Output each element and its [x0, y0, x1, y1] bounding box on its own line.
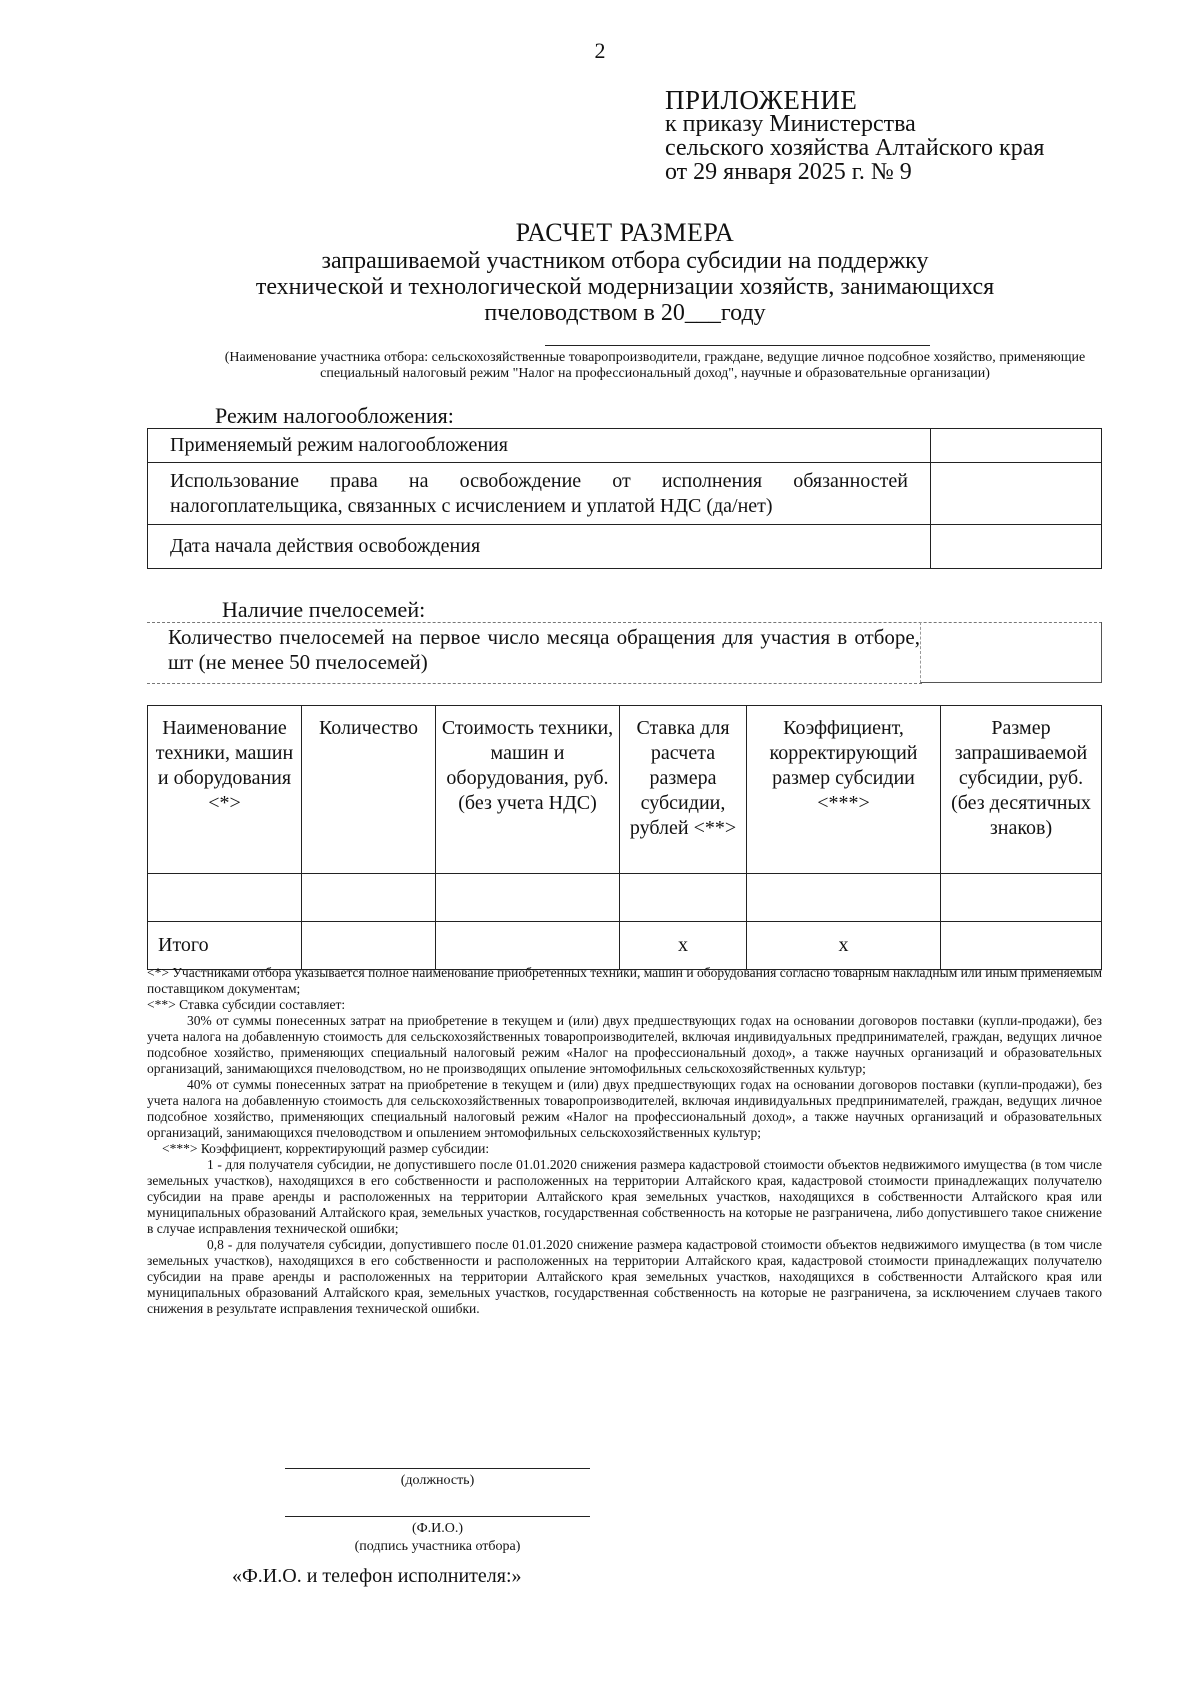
bee-bottom-line: [147, 683, 922, 684]
page-number: 2: [594, 38, 606, 63]
bee-count-value[interactable]: [920, 622, 1102, 683]
table-row: [148, 874, 1102, 922]
header-cost: Стоимость техники, машин и оборудования, руб. (без учета НДС): [436, 706, 620, 874]
table-cell[interactable]: [302, 922, 436, 970]
tax-row-value[interactable]: [931, 525, 1102, 569]
header-equipment-name: Наименование техники, машин и оборудования <*>: [148, 706, 302, 874]
appendix-line-3: от 29 января 2025 г. № 9: [665, 159, 912, 185]
position-caption: (должность): [400, 1473, 475, 1488]
header-rate: Ставка для расчета размера субсидии, рублей <**>: [620, 706, 747, 874]
bee-count-text: Количество пчелосемей на первое число месяца обращения для участия в отборе, шт (не менее 50 пчелосемей): [168, 625, 920, 674]
table-cell[interactable]: [747, 874, 941, 922]
header-quantity: Количество: [302, 706, 436, 874]
footnote-2-title: <**> Ставка субсидии составляет:: [147, 997, 346, 1012]
tax-row-value[interactable]: [931, 429, 1102, 463]
table-cell[interactable]: [620, 874, 747, 922]
tax-row-value[interactable]: [931, 463, 1102, 525]
footnote-3-paragraph: 0,8 - для получателя субсидии, допустившего после 01.01.2020 снижение размера кадастровой стоимости объектов недвижимого имущества (в том числе земельных участков), находящихся в его собственности и расположенных на территории Алтайского края, кадастровой стоимости принадлежащих получателю субсидии на праве аренды и расположенных на территории Алтайского края земельных участков, находящихся в собственности Алтайского края или муниципальных образований Алтайского края, земельных участков, государственная собственность на которые не разграничена, за исключением случаев такого снижения в результате исправления технической ошибки.: [147, 1237, 1102, 1316]
name-caption: (Ф.И.О.): [411, 1521, 464, 1536]
tax-section-label: Режим налогообложения:: [215, 403, 454, 428]
participant-name-line: [545, 345, 930, 346]
name-signature-line: [285, 1516, 590, 1517]
executor-label: «Ф.И.О. и телефон исполнителя:»: [232, 1565, 522, 1587]
total-row: [148, 922, 1102, 970]
appendix-line-2: сельского хозяйства Алтайского края: [665, 135, 1045, 161]
position-signature-line: [285, 1468, 590, 1469]
x-mark: х: [747, 922, 941, 970]
participant-note: (Наименование участника отбора: сельскохозяйственные товаропроизводители, граждане, ведущие личное подсобное хозяйство, применяющие специальный налоговый режим "Налог на профессиональный доход", научные и образовательные организации): [224, 350, 1086, 381]
appendix-line-1: к приказу Министерства: [665, 111, 916, 137]
total-label: Итого: [148, 922, 302, 970]
appendix-title: ПРИЛОЖЕНИЕ: [665, 85, 858, 115]
footnote-1: <*> Участниками отбора указывается полное наименование приобретенных техники, машин и оборудования согласно товарным накладным или иным применяемым поставщиком документам;: [147, 965, 1102, 996]
bee-section-label: Наличие пчелосемей:: [222, 597, 426, 622]
footnote-2-paragraph: 40% от суммы понесенных затрат на приобретение в текущем и (или) двух предшествующих годах на основании договоров поставки (купли-продажи), без учета налога на добавленную стоимость для сельскохозяйственных товаропроизводителей, включая индивидуальных предпринимателей, граждан, ведущих личное подсобное хозяйство, применяющих специальный налоговый режим «Налог на профессиональный доход», а также научных организаций и образовательных организаций, занимающихся пчеловодством и опылением энтомофильных сельскохозяйственных культур;: [147, 1077, 1102, 1140]
table-cell[interactable]: [436, 874, 620, 922]
tax-regime-table: [147, 428, 1102, 569]
tax-row-label: Дата начала действия освобождения: [148, 525, 931, 569]
document-title: [150, 218, 1100, 326]
signature-caption: (подпись участника отбора): [354, 1539, 521, 1554]
appendix-block: [665, 85, 1045, 185]
document-title-line-1: запрашиваемой участником отбора субсидии на поддержку: [321, 248, 929, 274]
table-cell[interactable]: [941, 922, 1102, 970]
x-mark: х: [620, 922, 747, 970]
equipment-table: [147, 705, 1102, 970]
table-cell[interactable]: [941, 874, 1102, 922]
table-cell[interactable]: [436, 922, 620, 970]
document-heading: РАСЧЕТ РАЗМЕРА: [515, 218, 735, 247]
footnote-2-paragraph: 30% от суммы понесенных затрат на приобретение в текущем и (или) двух предшествующих годах на основании договоров поставки (купли-продажи), без учета налога на добавленную стоимость для сельскохозяйственных товаропроизводителей, включая индивидуальных предпринимателей, граждан, ведущих личное подсобное хозяйство, применяющих специальный налоговый режим «Налог на профессиональный доход», а также научных организаций и образовательных организаций, занимающихся пчеловодством, но не производящих опыление энтомофильных сельскохозяйственных культур;: [147, 1013, 1102, 1076]
document-title-line-2: технической и технологической модернизации хозяйств, занимающихся: [255, 274, 995, 300]
footnotes: [147, 965, 1102, 1317]
header-subsidy-amount: Размер запрашиваемой субсидии, руб. (без десятичных знаков): [941, 706, 1102, 874]
tax-row-label: Применяемый режим налогообложения: [148, 429, 931, 463]
document-title-line-3: пчеловодством в 20___году: [484, 300, 766, 326]
table-cell[interactable]: [148, 874, 302, 922]
tax-row-label: Использование права на освобождение от исполнения обязанностей налогоплательщика, связанных с исчислением и уплатой НДС (да/нет): [148, 463, 931, 525]
header-coefficient: Коэффициент, корректирующий размер субсидии <***>: [747, 706, 941, 874]
table-cell[interactable]: [302, 874, 436, 922]
footnote-3-title: <***> Коэффициент, корректирующий размер субсидии:: [162, 1141, 490, 1156]
footnote-3-paragraph: 1 - для получателя субсидии, не допустившего после 01.01.2020 снижения размера кадастровой стоимости объектов недвижимого имущества (в том числе земельных участков), находящихся в его собственности и расположенных на территории Алтайского края, кадастровой стоимости принадлежащих получателю субсидии на праве аренды и расположенных на территории Алтайского края земельных участков, находящихся в собственности Алтайского края или муниципальных образований Алтайского края, земельных участков, государственная собственность на которые не разграничена, либо допустившего такое снижение в случае исправления технической ошибки;: [147, 1157, 1102, 1236]
